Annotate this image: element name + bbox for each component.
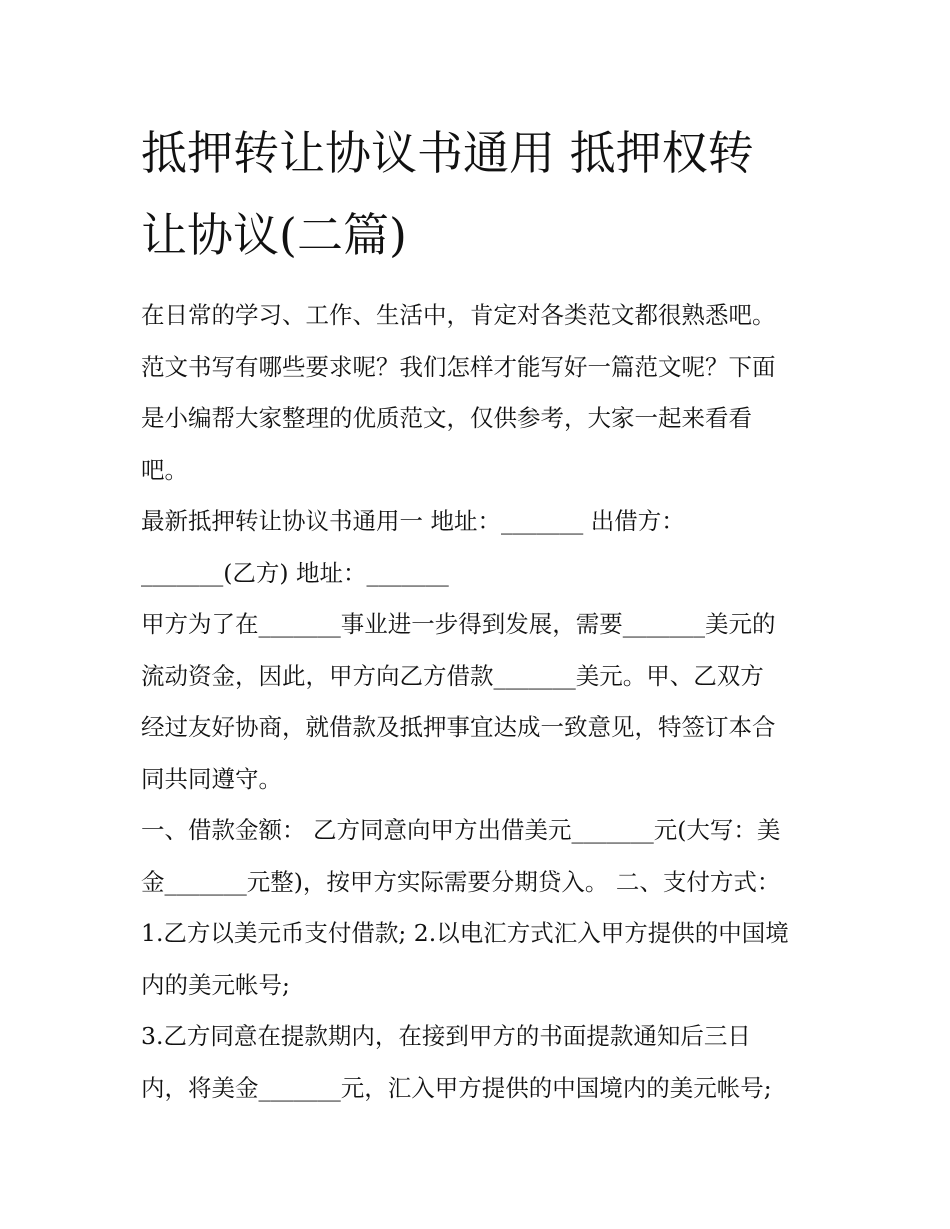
title-line-2: 让协议(二篇) [141, 208, 407, 262]
body-line: 在日常的学习、工作、生活中，肯定对各类范文都很熟悉吧。 [141, 301, 776, 329]
body-line: 一、借款金额： 乙方同意向甲方出借美元_______元(大写：美 [141, 816, 781, 844]
body-line: 经过友好协商，就借款及抵押事宜达成一致意见，特签订本合 [141, 713, 776, 741]
body-line: 内的美元帐号; [141, 970, 290, 999]
body-line: 内，将美金_______元，汇入甲方提供的中国境内的美元帐号; [141, 1073, 772, 1102]
title-line-1: 抵押转让协议书通用 抵押权转 [141, 126, 754, 180]
body-line: 金_______元整)，按甲方实际需要分期贷入。 二、支付方式： [141, 867, 781, 896]
document-body [141, 290, 817, 1114]
body-line: 最新抵押转让协议书通用一 地址：_______ 出借方： [141, 507, 685, 535]
document-title [141, 112, 817, 276]
body-line: 吧。 [141, 455, 188, 484]
body-line: 流动资金，因此，甲方向乙方借款_______美元。甲、乙双方 [141, 661, 764, 690]
body-line: 同共同遵守。 [141, 764, 282, 793]
body-line: 1.乙方以美元币支付借款; 2.以电汇方式汇入甲方提供的中国境 [141, 919, 789, 947]
document-page [141, 112, 817, 1114]
body-line: _______(乙方) 地址：_______ [141, 558, 449, 587]
body-line: 范文书写有哪些要求呢？我们怎样才能写好一篇范文呢？下面 [141, 352, 776, 381]
body-line: 3.乙方同意在提款期内，在接到甲方的书面提款通知后三日 [141, 1022, 751, 1050]
body-line: 是小编帮大家整理的优质范文，仅供参考，大家一起来看看 [141, 404, 752, 432]
body-line: 甲方为了在_______事业进一步得到发展，需要_______美元的 [141, 610, 776, 638]
